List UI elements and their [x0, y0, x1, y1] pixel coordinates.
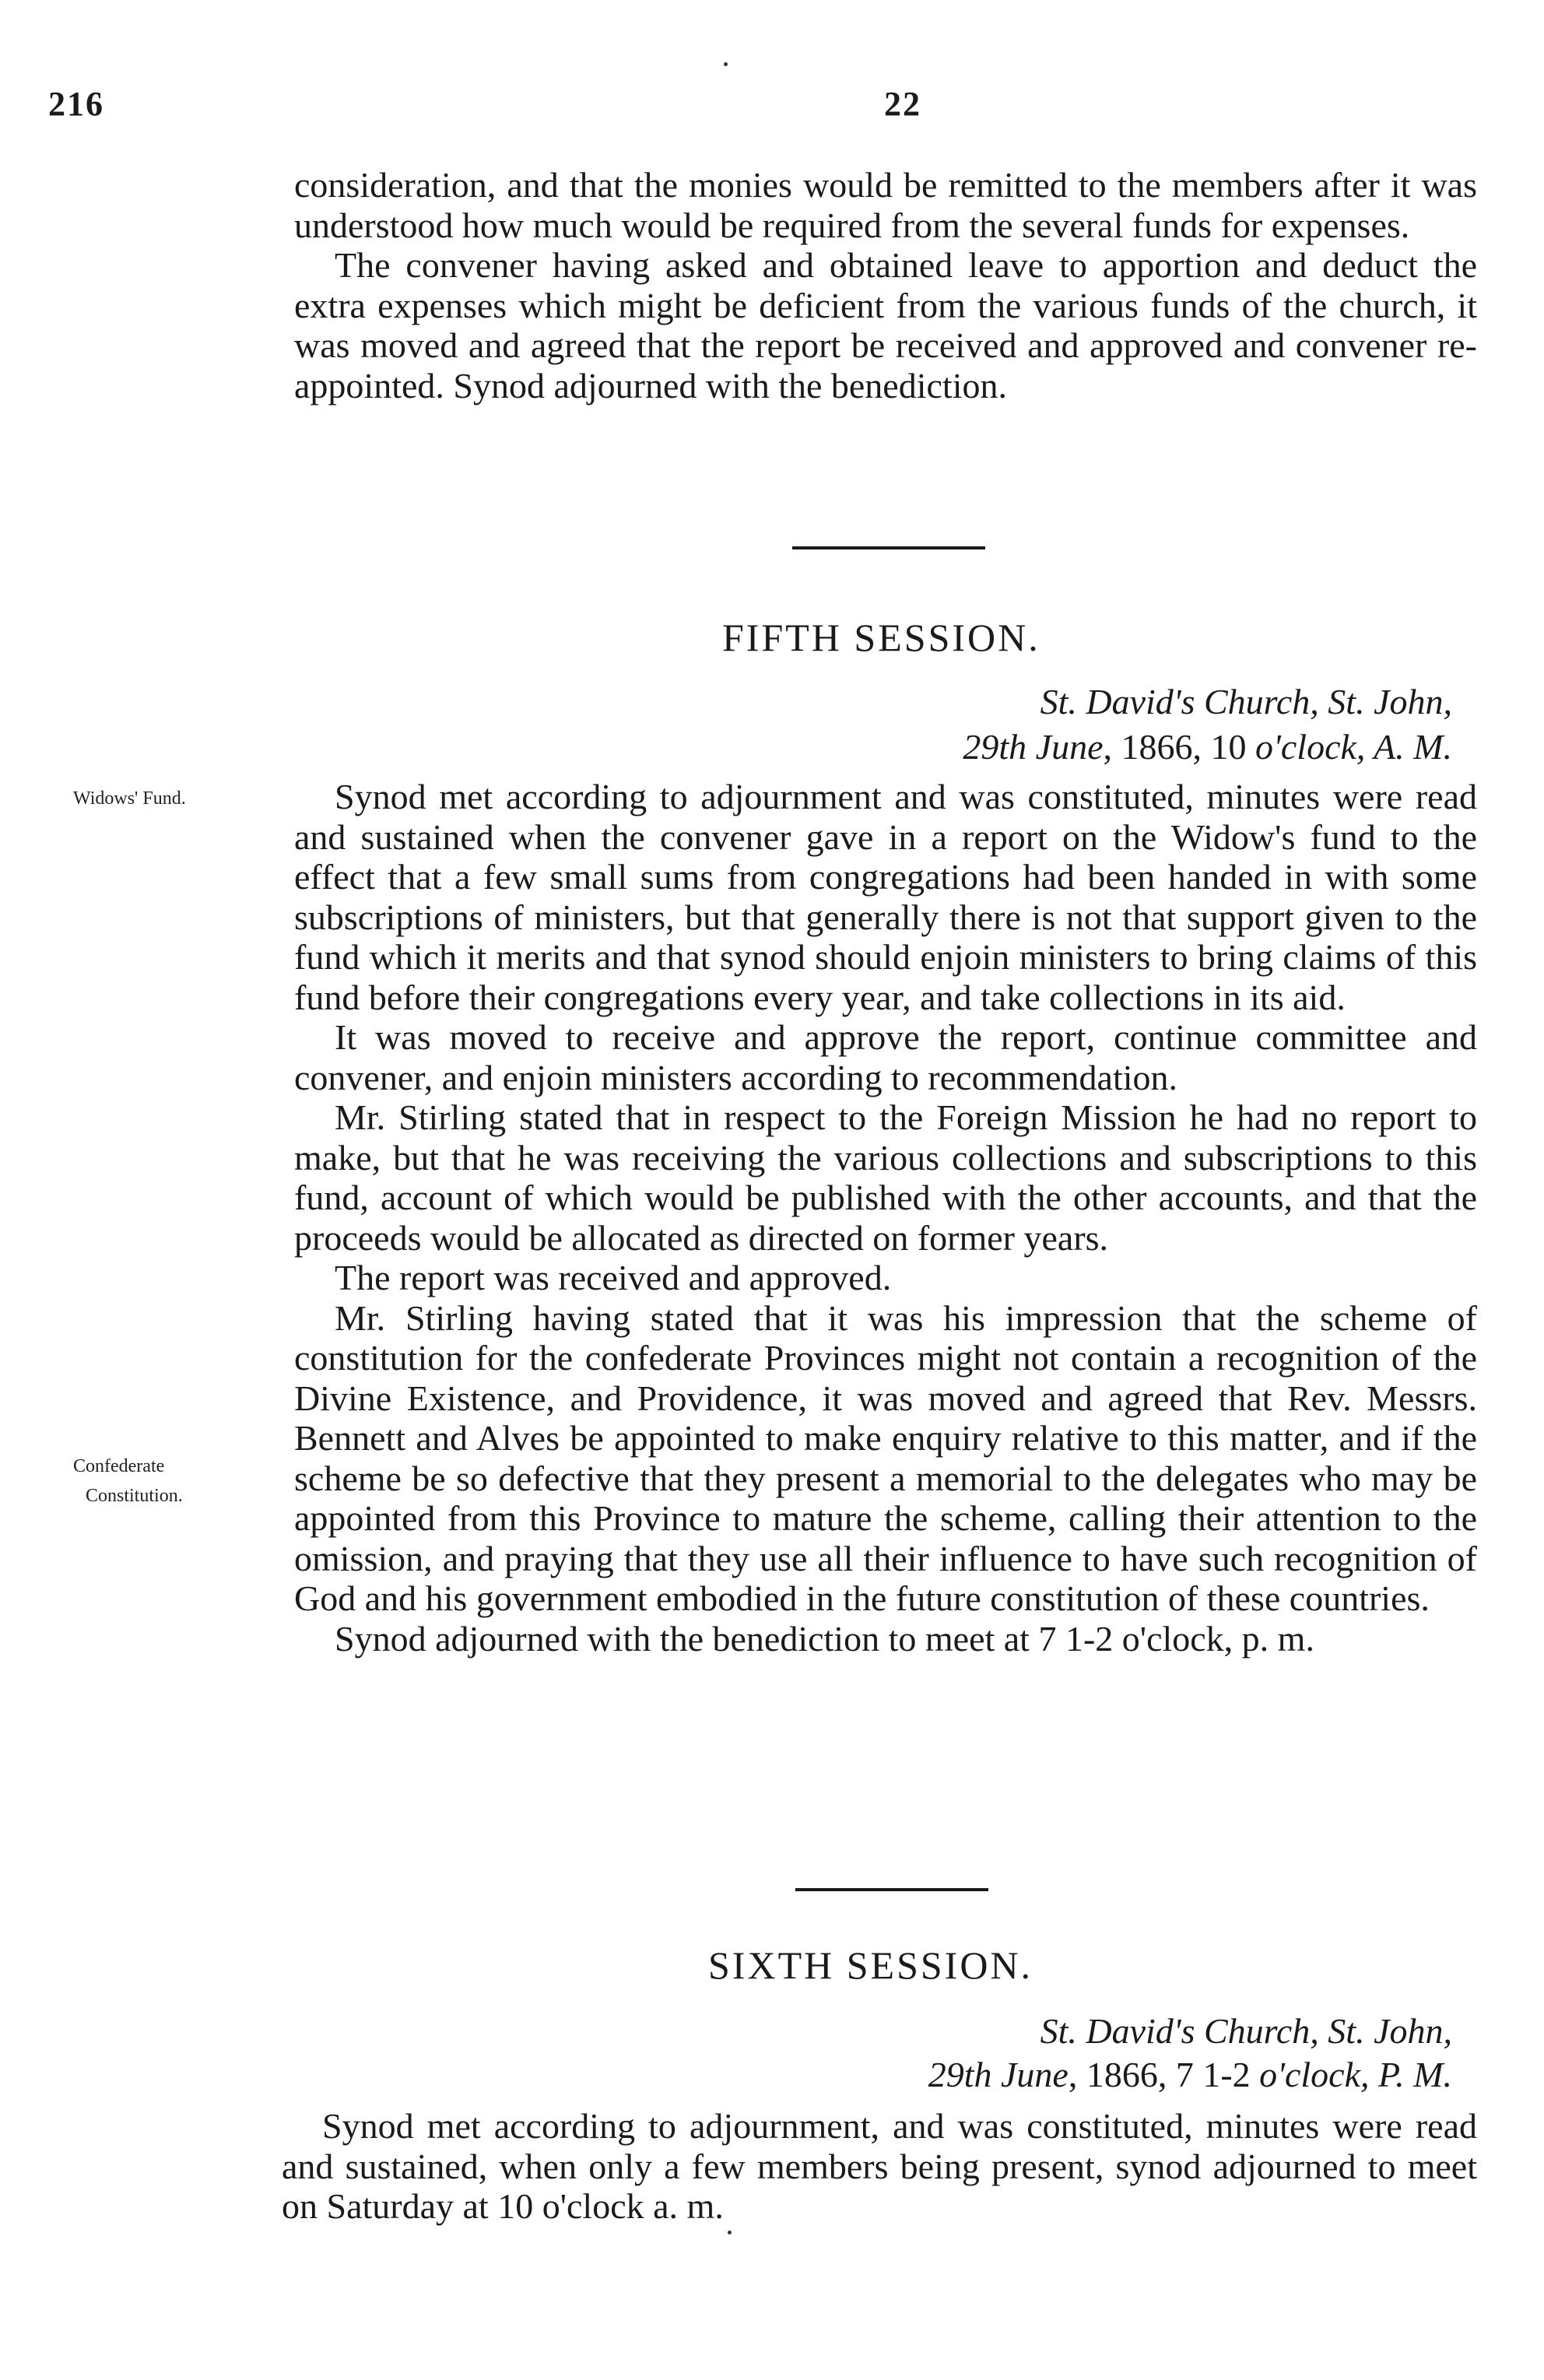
fifth-session-date-day: 29th June — [963, 727, 1104, 767]
intro-text — [294, 165, 1477, 405]
sixth-session-date — [928, 2055, 1452, 2095]
margin-note-widows-fund: Widows' Fund. — [73, 788, 186, 809]
fifth-session-heading: FIFTH SESSION. — [722, 616, 1040, 659]
section-divider — [795, 1888, 988, 1891]
section-divider — [792, 546, 985, 549]
fifth-session-place — [1040, 682, 1452, 722]
page-number-left: 216 — [48, 85, 104, 123]
margin-note-confederate: Confederate — [73, 1456, 165, 1476]
fifth-session-paragraph-5: Mr. Stirling having stated that it was his impression that the scheme of constitution for the confederate Provinces might not contain a recognition of the Divine Existence, and Providence, it was moved and agreed that Rev. Messrs. Bennett and Alves be appointed to make enquiry relative to this matter, and if the scheme be so defective that they present a memorial to the delegates who may be appointed from this Province to mature the scheme, calling their attention to the omission, and praying that they use all their influence to have such recognition of God and his government embodied in the future constitution of these countries. — [294, 1297, 1477, 1618]
fifth-session-body — [294, 777, 1477, 1659]
sixth-session-place-text: St. David's Church, St. John, — [1040, 2011, 1452, 2051]
sixth-session-body — [282, 2106, 1477, 2227]
print-speck — [724, 62, 728, 66]
fifth-session-date — [963, 727, 1452, 767]
margin-note-constitution: Constitution. — [86, 1486, 183, 1506]
fifth-session-paragraph-2: It was moved to receive and approve the report, continue committee and convener, and enjoin ministers according to recommendation. — [294, 1017, 1477, 1097]
sixth-session-date-time: o'clock, P. M. — [1259, 2055, 1452, 2094]
sixth-session-date-day: 29th June — [928, 2055, 1069, 2094]
fifth-session-paragraph-4: The report was received and approved. — [335, 1258, 892, 1297]
print-speck — [728, 2231, 732, 2234]
fifth-session-date-time: o'clock, A. M. — [1255, 727, 1452, 767]
fifth-session-paragraph-3: Mr. Stirling stated that in respect to the Foreign Mission he had no report to make, but that he was receiving the various collections and subscriptions to this fund, account of which would be published with the other accounts, and that the proceeds would be allocated as directed on former years. — [294, 1097, 1477, 1258]
sixth-session-paragraph: Synod met according to adjournment, and was constituted, minutes were read and sustained, when only a few members being present, synod adjourned to meet on Saturday at 10 o'clock a. m. — [282, 2106, 1477, 2226]
page-number-right: 22 — [884, 85, 921, 123]
sixth-session-place — [1040, 2011, 1452, 2052]
fifth-session-paragraph-1: Synod met according to adjournment and was constituted, minutes were read and sustained when the convener gave in a report on the Widow's fund to the effect that a few small sums from congregations had been handed in with some subscriptions of ministers, but that generally there is not that support given to the fund which it merits and that synod should enjoin ministers to bring claims of this fund before their congregations every year, and take collections in its aid. — [294, 777, 1477, 1017]
intro-paragraph-1: consideration, and that the monies would be remitted to the members after it was understood how much would be required from the several funds for expenses. — [294, 165, 1477, 245]
intro-paragraph-2: The convener having asked and obtained leave to apportion and deduct the extra expenses which might be deficient from the various funds of the church, it was moved and agreed that the report be received and approved and convener re-appointed. Synod adjourned with the benediction. — [294, 245, 1477, 405]
fifth-session-date-year: , 1866, 10 — [1103, 727, 1256, 767]
fifth-session-paragraph-6: Synod adjourned with the benediction to meet at 7 1-2 o'clock, p. m. — [335, 1618, 1314, 1659]
fifth-session-place-text: St. David's Church, St. John, — [1040, 682, 1452, 721]
sixth-session-heading: SIXTH SESSION. — [708, 1943, 1033, 1987]
sixth-session-date-year: , 1866, 7 1-2 — [1068, 2055, 1260, 2094]
